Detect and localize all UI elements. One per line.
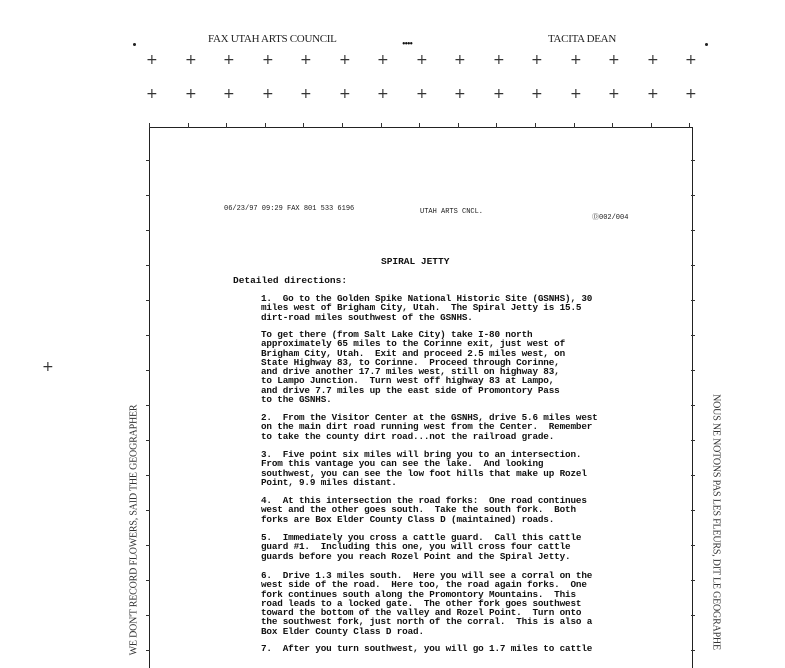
document-title: SPIRAL JETTY bbox=[381, 256, 450, 267]
registration-cross: + bbox=[416, 86, 428, 102]
ruler-tick bbox=[574, 123, 575, 128]
ruler-tick bbox=[691, 440, 695, 441]
ruler-tick bbox=[146, 615, 150, 616]
ruler-tick bbox=[146, 580, 150, 581]
direction-paragraph-6: 6. Drive 1.3 miles south. Here you will see a corral on the west side of the road. Here too, the road again forks. One fork continues south along the Promontory Mountains. This road leads to a locked gate. The other fork goes southwest toward the bottom of the valley and Rozel Point. Turn onto the southwest fork, just north of the corral. This is also a Box Elder County Class D road. bbox=[261, 570, 593, 637]
fax-header-right: Ⓓ002/004 bbox=[592, 214, 629, 222]
corner-dot-right bbox=[705, 43, 708, 46]
registration-cross: + bbox=[146, 52, 158, 68]
ruler-tick bbox=[146, 405, 150, 406]
ruler-tick bbox=[146, 510, 150, 511]
margin-cross: + bbox=[42, 359, 54, 375]
ruler-tick bbox=[146, 230, 150, 231]
registration-cross: + bbox=[685, 52, 697, 68]
ruler-tick bbox=[691, 545, 695, 546]
ruler-tick bbox=[691, 475, 695, 476]
ruler-tick bbox=[691, 510, 695, 511]
registration-cross: + bbox=[377, 86, 389, 102]
registration-cross: + bbox=[223, 86, 235, 102]
ruler-tick bbox=[691, 405, 695, 406]
ruler-tick bbox=[303, 123, 304, 128]
ruler-tick bbox=[691, 160, 695, 161]
direction-paragraph-7: 7. After you turn southwest, you will go 1.7 miles to cattle bbox=[261, 643, 593, 654]
registration-cross: + bbox=[647, 52, 659, 68]
ruler-tick bbox=[146, 195, 150, 196]
ruler-tick bbox=[188, 123, 189, 128]
corner-dot-left bbox=[133, 43, 136, 46]
direction-paragraph-2: 2. From the Visitor Center at the GSNHS, drive 5.6 miles west on the main dirt road running west from the Center. Remember to take the county dirt road...not the railroad grade. bbox=[261, 412, 598, 442]
fax-header-center: UTAH ARTS CNCL. bbox=[420, 208, 484, 216]
registration-cross: + bbox=[685, 86, 697, 102]
ruler-tick bbox=[342, 123, 343, 128]
direction-paragraph-5: 5. Immediately you cross a cattle guard. Call this cattle guard #1. Including this one, you will cross four cattle guards before you reach Rozel Point and the Spiral Jetty. bbox=[261, 532, 582, 562]
ruler-tick bbox=[691, 370, 695, 371]
ruler-tick bbox=[691, 300, 695, 301]
ruler-tick bbox=[691, 615, 695, 616]
ruler-tick bbox=[146, 370, 150, 371]
registration-cross: + bbox=[300, 52, 312, 68]
registration-cross: + bbox=[454, 86, 466, 102]
registration-cross: + bbox=[493, 86, 505, 102]
direction-paragraph-route: To get there (from Salt Lake City) take I-80 north approximately 65 miles to the Corinne exit, just west of Brigham City, Utah. Exit and proceed 2.5 miles west, on State Highway 83, to Corinne. Proceed through Corinne, and drive another 17.7 miles west, still on highway 83, to Lampo Junction. Turn west off highway 83 at Lampo, and drive 7.7 miles up the east side of Promontory Pass to the GSNHS. bbox=[261, 329, 566, 406]
registration-cross: + bbox=[339, 52, 351, 68]
direction-paragraph-3: 3. Five point six miles will bring you to an intersection. From this vantage you can see the lake. And looking southwest, you can see the low foot hills that make up Rozel Point, 9.9 miles distant. bbox=[261, 449, 587, 488]
fax-header-left: 06/23/97 09:29 FAX 801 533 6196 bbox=[224, 205, 355, 213]
ruler-tick bbox=[689, 123, 690, 128]
direction-paragraph-4: 4. At this intersection the road forks: One road continues west and the other goes south. Take the south fork. Both forks are Box Elder County Class D (maintained) roads. bbox=[261, 495, 587, 525]
registration-cross: + bbox=[531, 52, 543, 68]
side-caption-left: WE DON'T RECORD FLOWERS, SAID THE GEOGRAPHER bbox=[128, 404, 140, 656]
ruler-tick bbox=[146, 335, 150, 336]
ruler-tick bbox=[691, 195, 695, 196]
registration-cross: + bbox=[146, 86, 158, 102]
ruler-tick bbox=[146, 475, 150, 476]
direction-paragraph-1: 1. Go to the Golden Spike National Historic Site (GSNHS), 30 miles west of Brigham City, Utah. The Spiral Jetty is 15.5 dirt-road miles southwest of the GSNHS. bbox=[261, 293, 593, 323]
ruler-tick bbox=[149, 123, 150, 128]
ruler-tick bbox=[146, 545, 150, 546]
registration-cross: + bbox=[262, 86, 274, 102]
ruler-tick bbox=[691, 265, 695, 266]
ruler-tick bbox=[226, 123, 227, 128]
side-caption-right: NOUS NE NOTONS PAS LES FLEURS, DIT LE GEOGRAPHE bbox=[710, 394, 722, 650]
registration-cross: + bbox=[608, 52, 620, 68]
registration-cross: + bbox=[262, 52, 274, 68]
ruler-tick bbox=[419, 123, 420, 128]
ruler-tick bbox=[612, 123, 613, 128]
ruler-tick bbox=[146, 265, 150, 266]
ruler-tick bbox=[691, 335, 695, 336]
ruler-tick bbox=[458, 123, 459, 128]
registration-cross: + bbox=[531, 86, 543, 102]
ruler-tick bbox=[381, 123, 382, 128]
ruler-tick bbox=[146, 440, 150, 441]
ruler-tick bbox=[146, 160, 150, 161]
ruler-tick bbox=[496, 123, 497, 128]
registration-cross: + bbox=[223, 52, 235, 68]
registration-cross: + bbox=[185, 86, 197, 102]
registration-cross: + bbox=[416, 52, 428, 68]
ruler-tick bbox=[535, 123, 536, 128]
header-left-title: FAX UTAH ARTS COUNCIL bbox=[208, 33, 337, 45]
registration-cross: + bbox=[570, 52, 582, 68]
ruler-tick bbox=[265, 123, 266, 128]
registration-cross: + bbox=[339, 86, 351, 102]
ruler-tick bbox=[146, 650, 150, 651]
ruler-tick bbox=[691, 580, 695, 581]
ruler-tick bbox=[651, 123, 652, 128]
document-intro: Detailed directions: bbox=[233, 275, 348, 286]
registration-cross: + bbox=[608, 86, 620, 102]
ruler-tick bbox=[146, 300, 150, 301]
registration-cross: + bbox=[300, 86, 312, 102]
ruler-tick bbox=[691, 230, 695, 231]
registration-cross: + bbox=[493, 52, 505, 68]
ruler-tick bbox=[691, 650, 695, 651]
registration-cross: + bbox=[377, 52, 389, 68]
registration-cross: + bbox=[185, 52, 197, 68]
registration-cross: + bbox=[570, 86, 582, 102]
registration-cross: + bbox=[454, 52, 466, 68]
registration-cross: + bbox=[647, 86, 659, 102]
header-right-title: TACITA DEAN bbox=[548, 33, 616, 45]
header-center-dots: •••• bbox=[402, 39, 413, 50]
